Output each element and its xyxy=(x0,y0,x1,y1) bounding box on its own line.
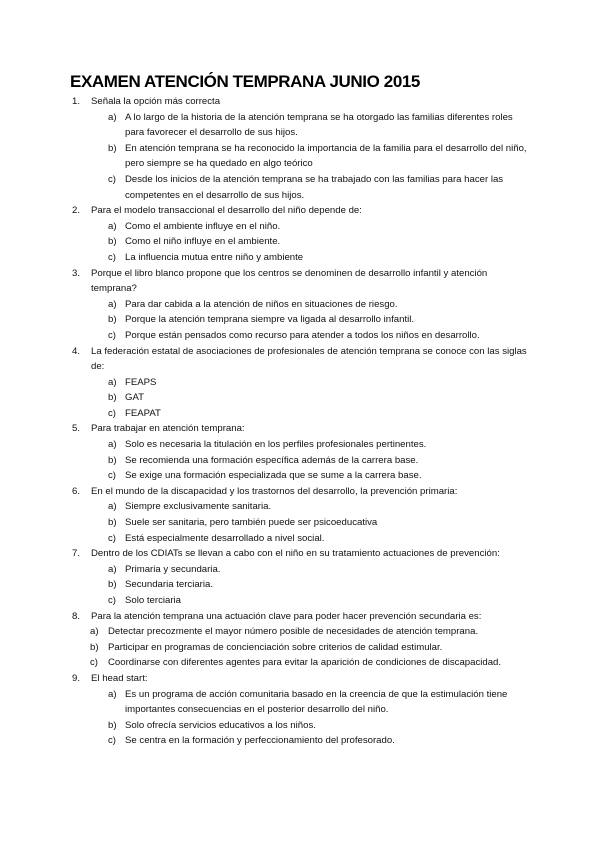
option-letter: c) xyxy=(108,329,116,341)
question-number: 1. xyxy=(72,96,81,107)
option-text: Se centra en la formación y perfeccionamiento del profesorado. xyxy=(125,735,395,747)
option-text: Secundaria terciaria. xyxy=(125,579,213,591)
option-text: Solo es necesaria la titulación en los perfiles profesionales pertinentes. xyxy=(125,439,427,451)
option-letter: c) xyxy=(90,657,98,669)
option-item xyxy=(0,375,600,391)
option-item xyxy=(0,655,600,671)
option-item xyxy=(0,219,600,235)
question-number: 9. xyxy=(72,672,81,684)
option-item xyxy=(0,687,600,718)
option-letter: b) xyxy=(108,142,117,154)
option-text: Primaria y secundaria. xyxy=(125,563,221,575)
option-item xyxy=(0,234,600,250)
question-4 xyxy=(0,344,600,422)
option-letter: c) xyxy=(108,173,116,185)
question-6 xyxy=(0,484,600,546)
option-letter: b) xyxy=(108,454,117,466)
page-title: EXAMEN ATENCIÓN TEMPRANA JUNIO 2015 xyxy=(70,72,420,91)
question-9 xyxy=(0,671,600,749)
option-text: En atención temprana se ha reconocido la importancia de la familia para el desarrollo del niño, pero siempre se ha quedado en algo teórico xyxy=(125,142,527,170)
option-letter: c) xyxy=(108,251,116,263)
option-list xyxy=(0,687,600,749)
option-item xyxy=(0,297,600,313)
option-item xyxy=(0,406,600,422)
question-text: Para el modelo transaccional el desarrollo del niño depende de: xyxy=(91,205,362,217)
question-2 xyxy=(0,203,600,265)
option-item xyxy=(0,437,600,453)
option-item xyxy=(0,250,600,266)
option-letter: a) xyxy=(108,439,117,451)
option-text: Participar en programas de concienciación sobre criterios de calidad estimular. xyxy=(108,641,443,653)
option-item xyxy=(0,141,600,172)
option-letter: c) xyxy=(108,595,116,606)
option-text: Suele ser sanitaria, pero también puede ser psicoeducativa xyxy=(125,517,378,529)
option-text: GAT xyxy=(125,392,145,404)
question-number: 4. xyxy=(72,345,81,357)
option-letter: a) xyxy=(108,563,117,575)
option-list xyxy=(0,110,600,204)
option-text: Porque están pensados como recurso para atender a todos los niños en desarrollo. xyxy=(125,329,480,341)
question-number: 3. xyxy=(72,267,81,279)
question-text: La federación estatal de asociaciones de profesionales de atención temprana se conoce con las siglas de: xyxy=(91,345,527,373)
option-text: Como el niño influye en el ambiente. xyxy=(125,236,281,248)
option-list xyxy=(0,562,600,609)
option-text: Está especialmente desarrollado a nivel social. xyxy=(125,532,325,544)
option-letter: c) xyxy=(108,407,116,419)
option-list xyxy=(0,624,600,671)
question-text: Dentro de los CDIATs se llevan a cabo con el niño en su tratamiento actuaciones de prevención: xyxy=(91,548,500,560)
option-text: La influencia mutua entre niño y ambiente xyxy=(125,251,304,263)
option-text: FEAPS xyxy=(125,376,157,388)
option-text: Se exige una formación especializada que se sume a la carrera base. xyxy=(125,470,422,482)
option-letter: b) xyxy=(108,392,117,404)
option-list xyxy=(0,297,600,344)
option-letter: a) xyxy=(108,220,117,232)
question-7 xyxy=(0,546,600,608)
option-text: Solo terciaria xyxy=(125,595,181,606)
option-list xyxy=(0,375,600,422)
option-item xyxy=(0,562,600,578)
option-letter: a) xyxy=(108,501,117,513)
option-item xyxy=(0,468,600,484)
option-letter: b) xyxy=(108,579,117,591)
option-text: Siempre exclusivamente sanitaria. xyxy=(125,501,272,513)
option-list xyxy=(0,499,600,546)
option-text: Solo ofrecía servicios educativos a los niños. xyxy=(125,719,316,731)
option-list xyxy=(0,219,600,266)
option-letter: b) xyxy=(108,719,117,731)
question-3 xyxy=(0,266,600,344)
option-item xyxy=(0,328,600,344)
option-letter: b) xyxy=(108,236,117,248)
option-item xyxy=(0,593,600,609)
question-text: Porque el libro blanco propone que los centros se denominen de desarrollo infantil y atención temprana? xyxy=(91,267,488,295)
option-item xyxy=(0,110,600,141)
question-list xyxy=(0,94,600,749)
question-1 xyxy=(0,94,600,203)
option-text: Para dar cabida a la atención de niños en situaciones de riesgo. xyxy=(125,298,398,310)
question-number: 5. xyxy=(72,423,81,435)
option-item xyxy=(0,640,600,656)
option-text: Coordinarse con diferentes agentes para evitar la aparición de condiciones de discapacidad. xyxy=(108,657,502,669)
option-letter: a) xyxy=(108,688,117,700)
option-letter: c) xyxy=(108,532,116,544)
question-number: 6. xyxy=(72,485,81,497)
option-letter: a) xyxy=(90,626,99,638)
option-item xyxy=(0,312,600,328)
option-text: FEAPAT xyxy=(125,407,161,419)
option-item xyxy=(0,577,600,593)
question-5 xyxy=(0,421,600,483)
option-text: Detectar precozmente el mayor número posible de necesidades de atención temprana. xyxy=(108,626,479,638)
option-text: A lo largo de la historia de la atención temprana se ha otorgado las familias diferentes roles para favorecer el desarrollo de sus hijos. xyxy=(125,111,513,139)
option-item xyxy=(0,718,600,734)
option-item xyxy=(0,531,600,547)
option-letter: b) xyxy=(108,314,117,326)
option-item xyxy=(0,733,600,749)
option-letter: c) xyxy=(108,470,116,482)
question-8 xyxy=(0,609,600,671)
question-text: Para trabajar en atención temprana: xyxy=(91,423,245,435)
option-text: Como el ambiente influye en el niño. xyxy=(125,220,281,232)
option-text: Porque la atención temprana siempre va ligada al desarrollo infantil. xyxy=(125,314,415,326)
question-text: El head start: xyxy=(91,672,148,684)
question-number: 8. xyxy=(72,610,81,622)
option-list xyxy=(0,437,600,484)
option-item xyxy=(0,499,600,515)
option-letter: a) xyxy=(108,376,117,388)
option-item xyxy=(0,624,600,640)
question-number: 2. xyxy=(72,205,81,217)
option-text: Desde los inicios de la atención temprana se ha trabajado con las familias para hacer las competentes en el desarrollo de sus hijos. xyxy=(125,173,504,201)
option-item xyxy=(0,172,600,203)
question-text: En el mundo de la discapacidad y los trastornos del desarrollo, la prevención primaria: xyxy=(91,485,458,497)
option-text: Se recomienda una formación específica además de la carrera base. xyxy=(125,454,419,466)
option-letter: a) xyxy=(108,298,117,310)
option-item xyxy=(0,390,600,406)
option-item xyxy=(0,515,600,531)
option-text: Es un programa de acción comunitaria basado en la creencia de que la estimulación tiene importantes consecuencias en el posterior desarrollo del niño. xyxy=(125,688,508,716)
question-text: Señala la opción más correcta xyxy=(91,96,221,107)
question-number: 7. xyxy=(72,548,81,560)
option-letter: b) xyxy=(108,517,117,529)
option-item xyxy=(0,453,600,469)
question-text: Para la atención temprana una actuación clave para poder hacer prevención secundaria es: xyxy=(91,610,482,622)
option-letter: c) xyxy=(108,735,116,747)
option-letter: a) xyxy=(108,111,117,123)
option-letter: b) xyxy=(90,641,99,653)
